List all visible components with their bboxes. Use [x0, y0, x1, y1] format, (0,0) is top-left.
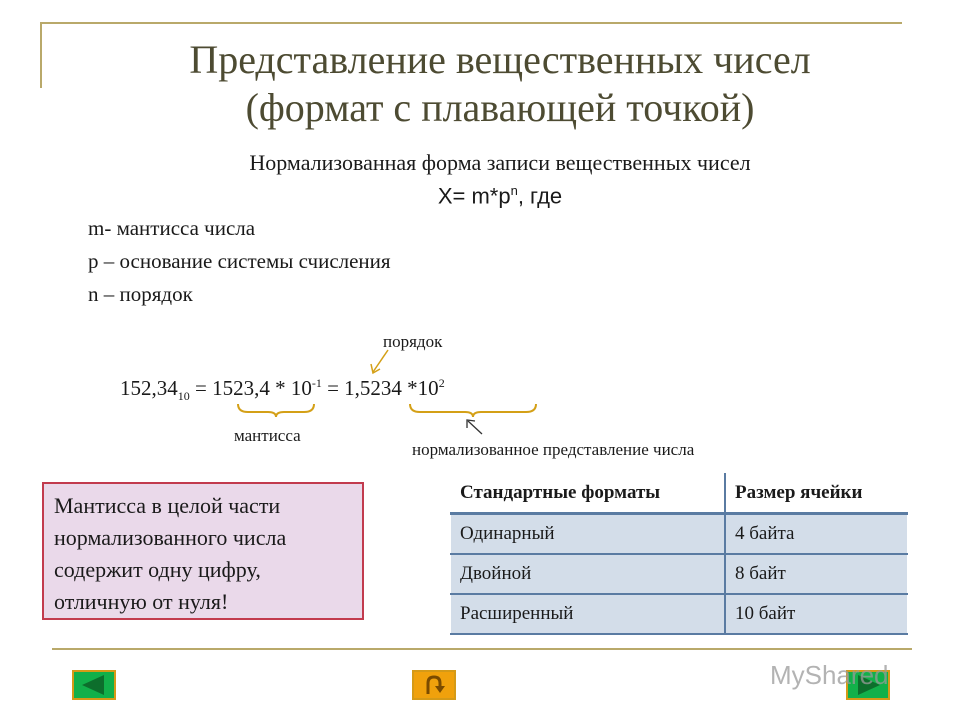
table-cell: 8 байт	[725, 554, 908, 594]
back-button[interactable]	[72, 670, 116, 700]
definition-base: p – основание системы счисления	[88, 249, 391, 273]
table-cell: Расширенный	[451, 594, 726, 634]
normalized-arrow-icon	[464, 418, 486, 438]
watermark-logo: MyShared	[770, 660, 889, 690]
note-line-4: отличную от нуля!	[54, 589, 229, 614]
expr-eq1: = 1523,4 * 10	[189, 376, 312, 400]
expr-number: 152,34	[120, 376, 178, 400]
normalized-annotation: нормализованное представление числа	[412, 440, 695, 459]
table-cell: Одинарный	[451, 514, 726, 555]
return-button[interactable]	[412, 670, 456, 700]
slide-title	[60, 36, 940, 132]
top-rule	[40, 22, 902, 24]
expr-base: 10	[177, 389, 190, 404]
subtitle: Нормализованная форма записи вещественных чисел	[249, 150, 751, 175]
title-line-2: (формат с плавающей точкой)	[245, 85, 755, 130]
mantissa-annotation: мантисса	[234, 426, 301, 445]
expr-exp2: 2	[438, 376, 445, 390]
normal-form-formula	[100, 183, 900, 209]
return-icon	[414, 672, 454, 698]
normalized-brace-icon	[408, 402, 538, 418]
expr-eq2: = 1,5234 *10	[321, 376, 439, 400]
note-line-3: содержит одну цифру,	[54, 557, 261, 582]
table-cell: Двойной	[451, 554, 726, 594]
mantissa-brace-icon	[236, 402, 316, 418]
standard-formats-table	[450, 473, 908, 635]
order-arrow-icon	[368, 348, 392, 378]
example-expression	[120, 376, 445, 404]
left-rule	[40, 22, 42, 88]
table-header: Размер ячейки	[725, 474, 908, 514]
table-row	[451, 554, 908, 594]
back-arrow-icon	[74, 672, 114, 698]
table-cell: 4 байта	[725, 514, 908, 555]
table-row	[451, 514, 908, 555]
definition-order: n – порядок	[88, 282, 193, 306]
table-row	[451, 594, 908, 634]
note-line-2: нормализованного числа	[54, 525, 287, 550]
table-cell: 10 байт	[725, 594, 908, 634]
order-annotation: порядок	[383, 332, 443, 351]
expr-exp1: -1	[311, 376, 322, 390]
table-header-row	[451, 474, 908, 514]
title-line-1: Представление вещественных чисел	[189, 37, 811, 82]
bottom-rule	[52, 648, 912, 650]
formula-exponent: n	[510, 183, 518, 198]
definition-mantissa: m- мантисса числа	[88, 216, 256, 240]
formula-lhs: X= m*p	[437, 183, 511, 209]
note-line-1: Мантисса в целой части	[54, 493, 281, 518]
mantissa-note-box	[42, 482, 364, 620]
formula-tail: , где	[517, 183, 563, 209]
table-header: Стандартные форматы	[451, 474, 726, 514]
